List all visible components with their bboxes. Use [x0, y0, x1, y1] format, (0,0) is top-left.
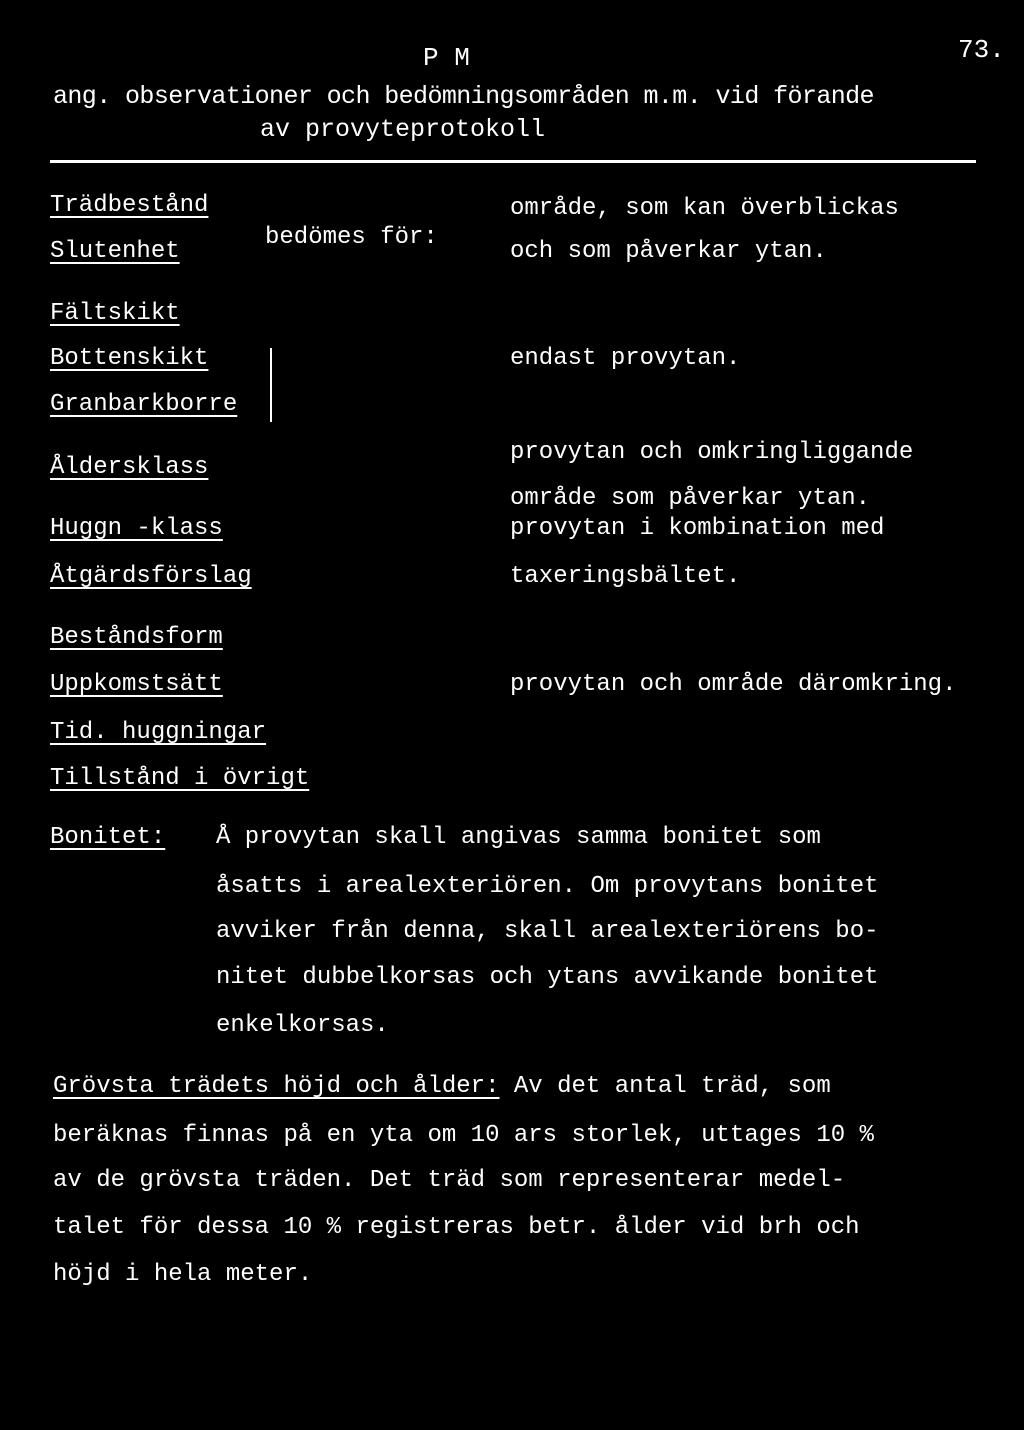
label-bonitet: Bonitet: [50, 824, 166, 851]
page-number: 73. [958, 35, 1005, 65]
label-faltskikt: Fältskikt [50, 300, 180, 327]
assessment-1-line1: område, som kan överblickas [510, 195, 899, 222]
grovsta-line-3: av de grövsta träden. Det träd som representerar medel- [53, 1167, 846, 1194]
grovsta-line-4: talet för dessa 10 % registreras betr. ålder vid brh och [53, 1214, 860, 1241]
label-bottenskikt: Bottenskikt [50, 345, 209, 372]
label-uppkomstsatt: Uppkomstsätt [50, 671, 223, 698]
label-huggn-klass: Huggn -klass [50, 515, 223, 542]
label-tradbestand: Trädbestånd [50, 192, 209, 219]
bonitet-line-5: enkelkorsas. [216, 1012, 389, 1039]
assessment-3-line1: provytan och omkringliggande [510, 439, 914, 466]
label-bestandsform: Beståndsform [50, 624, 223, 651]
assessment-4-line2: taxeringsbältet. [510, 563, 741, 590]
label-slutenhet: Slutenhet [50, 238, 180, 265]
label-tid-huggningar: Tid. huggningar [50, 719, 267, 746]
bonitet-line-3: avviker från denna, skall arealexteriörens bo- [216, 918, 879, 945]
grovsta-line-1 [53, 1075, 831, 1099]
grovsta-line-2: beräknas finnas på en yta om 10 ars storlek, uttages 10 % [53, 1122, 874, 1149]
grovsta-line-1-rest: Av det antal träd, som [499, 1073, 831, 1100]
label-tillstand: Tillstånd i övrigt [50, 765, 310, 792]
label-aldersklass: Åldersklass [50, 454, 209, 481]
label-granbarkborre: Granbarkborre [50, 391, 238, 418]
document-title-line1: ang. observationer och bedömningsområden m.m. vid förande [53, 82, 874, 111]
assessment-3-line2: område som påverkar ytan. [510, 485, 871, 512]
header-divider [50, 160, 976, 163]
label-atgardsforslag: Åtgärdsförslag [50, 563, 252, 590]
bonitet-line-2: åsatts i arealexteriören. Om provytans bonitet [216, 873, 879, 900]
grovsta-line-5: höjd i hela meter. [53, 1261, 313, 1288]
assessment-2: endast provytan. [510, 345, 741, 372]
assessment-5: provytan och område däromkring. [510, 671, 957, 698]
assessment-4-line1: provytan i kombination med [510, 515, 885, 542]
header-pm: P M [423, 43, 470, 73]
document-title-line2: av provyteprotokoll [260, 115, 546, 144]
bonitet-line-4: nitet dubbelkorsas och ytans avvikande bonitet [216, 964, 879, 991]
grovsta-heading: Grövsta trädets höjd och ålder: [53, 1073, 500, 1100]
assessment-1-line2: och som påverkar ytan. [510, 238, 827, 265]
bonitet-line-1: Å provytan skall angivas samma bonitet som [216, 824, 821, 851]
label-bedomes-for: bedömes för: [265, 224, 438, 251]
bracket-line [270, 348, 272, 422]
